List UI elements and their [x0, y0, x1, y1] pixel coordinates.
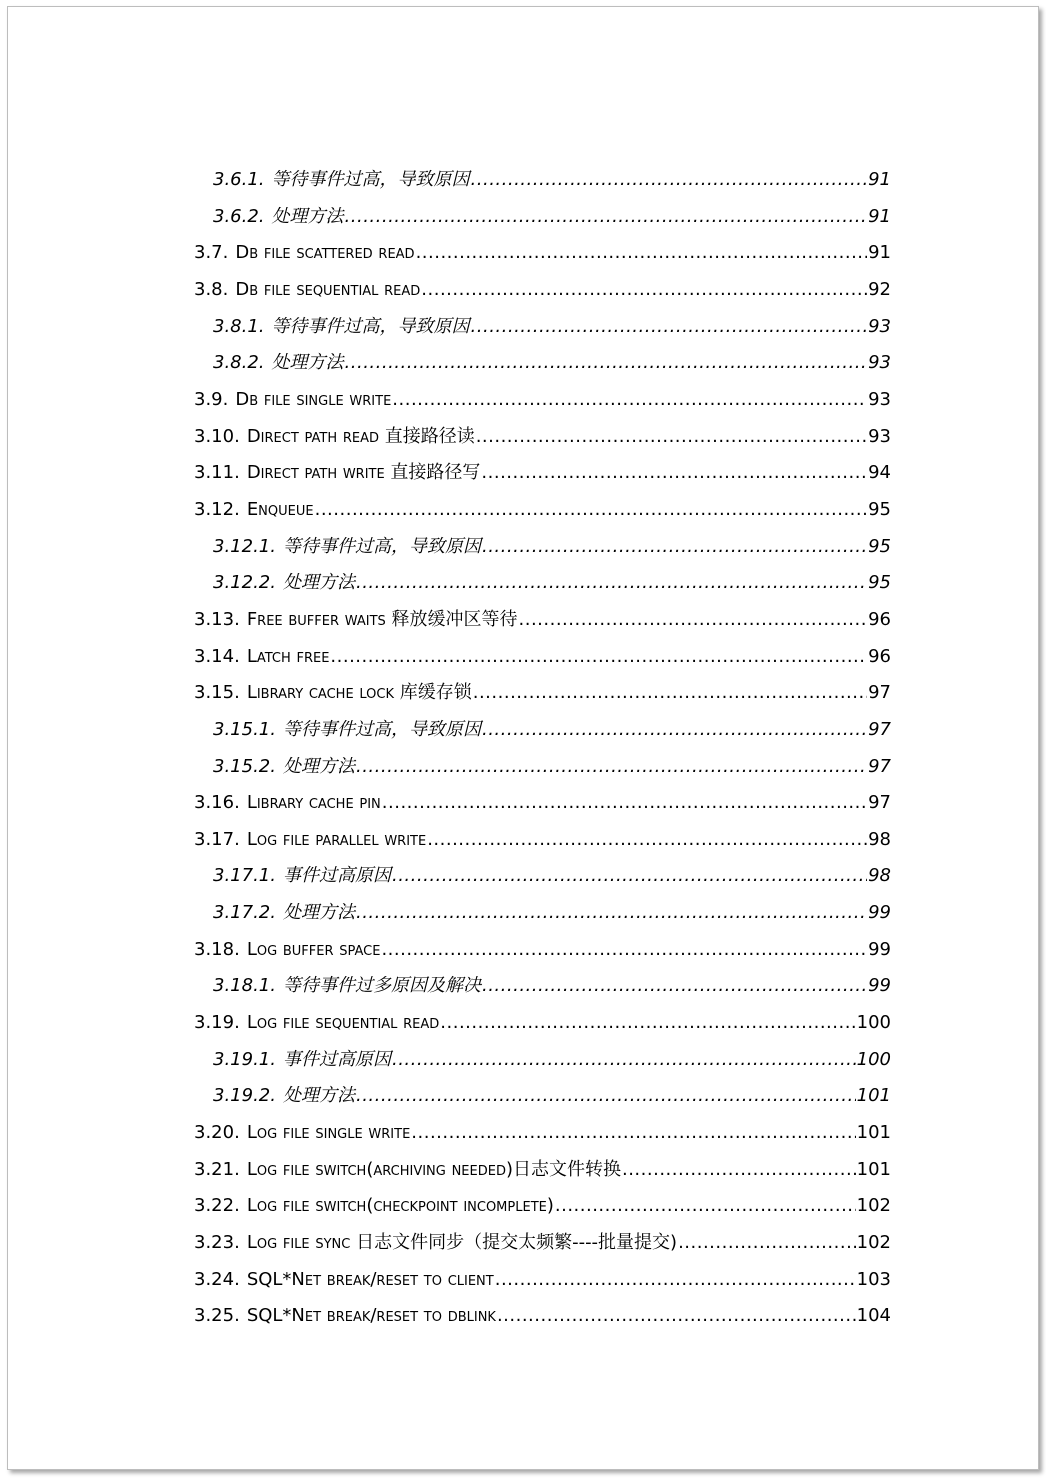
toc-entry-title: SQL*Net break/reset to client: [246, 1268, 494, 1290]
toc-dot-leader: [356, 895, 867, 932]
toc-dot-leader: [421, 272, 867, 309]
toc-entry-page-number: 103: [856, 1268, 891, 1290]
toc-dot-leader: [382, 785, 867, 822]
toc-entry-page-number: 95: [868, 572, 891, 594]
toc-dot-leader: [381, 932, 867, 969]
toc-entry-title: 处理方法: [282, 902, 355, 924]
toc-entry-number: 3.17.1.: [213, 865, 276, 887]
toc-entry-number: 3.12.: [194, 498, 240, 520]
toc-dot-leader: [555, 1188, 856, 1225]
toc-dot-leader: [345, 199, 868, 236]
toc-entry-number: 3.24.: [194, 1268, 240, 1290]
toc-entry-number: 3.13.: [194, 608, 240, 630]
toc-entry-page-number: 99: [868, 975, 891, 997]
toc-entry-title: Db file sequential read: [235, 278, 421, 300]
toc-entry[interactable]: [186, 345, 891, 382]
toc-entry-title: SQL*Net break/reset to dblink: [246, 1305, 496, 1327]
toc-entry-title: Enqueue: [246, 498, 314, 520]
toc-entry-number: 3.19.1.: [213, 1048, 276, 1070]
toc-entry[interactable]: [186, 785, 891, 822]
toc-entry-number: 3.23.: [194, 1232, 240, 1254]
toc-entry-number: 3.17.: [194, 828, 240, 850]
toc-dot-leader: [481, 455, 867, 492]
toc-entry[interactable]: [186, 858, 891, 895]
toc-entry-page-number: 97: [868, 718, 891, 740]
toc-entry-page-number: 91: [868, 242, 891, 264]
toc-entry-title: Log file single write: [246, 1122, 411, 1144]
toc-entry-number: 3.15.1.: [213, 718, 276, 740]
toc-entry[interactable]: [186, 1188, 891, 1225]
toc-entry-title: 等待事件过多原因及解决: [282, 975, 481, 997]
toc-entry-page-number: 98: [868, 828, 891, 850]
toc-entry-title: Log file sequential read: [246, 1012, 440, 1034]
toc-entry-page-number: 97: [868, 792, 891, 814]
toc-entry[interactable]: [186, 455, 891, 492]
document-page: [7, 6, 1039, 1470]
table-of-contents: [186, 162, 891, 1335]
toc-entry-title: 等待事件过高，导致原因: [271, 169, 470, 190]
toc-dot-leader: [471, 309, 868, 346]
toc-entry-page-number: 100: [856, 1048, 891, 1070]
toc-entry-page-number: 101: [856, 1158, 891, 1180]
toc-entry-number: 3.12.1.: [213, 535, 276, 557]
toc-entry-page-number: 96: [868, 608, 891, 630]
toc-entry-page-number: 93: [868, 352, 891, 374]
toc-entry-number: 3.19.: [194, 1012, 240, 1034]
toc-entry-page-number: 95: [868, 535, 891, 557]
toc-entry[interactable]: [186, 968, 891, 1005]
toc-entry-number: 3.9.: [194, 388, 229, 410]
toc-entry[interactable]: [186, 309, 891, 346]
toc-entry-number: 3.22.: [194, 1195, 240, 1217]
toc-entry[interactable]: [186, 1115, 891, 1152]
toc-entry-title: Db file single write: [235, 388, 392, 410]
toc-entry-number: 3.8.1.: [213, 315, 265, 337]
toc-entry[interactable]: [186, 199, 891, 236]
toc-entry-title: Latch free: [246, 645, 330, 667]
toc-dot-leader: [622, 1152, 856, 1189]
toc-entry[interactable]: [186, 639, 891, 676]
toc-entry-title: 处理方法: [282, 755, 355, 777]
toc-entry-page-number: 91: [868, 205, 891, 227]
toc-entry-page-number: 99: [868, 902, 891, 924]
toc-entry-title: 处理方法: [282, 572, 355, 594]
toc-entry-page-number: 101: [856, 1122, 891, 1144]
toc-entry[interactable]: [186, 1298, 891, 1335]
toc-entry-title: Db file scattered read: [235, 242, 415, 264]
toc-dot-leader: [356, 1078, 856, 1115]
toc-entry-number: 3.15.: [194, 682, 240, 704]
toc-entry-title: Log file sync 日志文件同步（提交太频繁----批量提交): [246, 1232, 678, 1254]
toc-entry-page-number: 100: [856, 1012, 891, 1034]
toc-entry[interactable]: [186, 602, 891, 639]
toc-entry-title: 等待事件过高，导致原因: [271, 315, 470, 337]
toc-entry[interactable]: [186, 1152, 891, 1189]
toc-entry[interactable]: [186, 1262, 891, 1299]
toc-entry[interactable]: [186, 419, 891, 456]
toc-entry-title: Library cache pin: [246, 792, 381, 814]
toc-entry-number: 3.7.: [194, 242, 229, 264]
toc-entry[interactable]: [186, 565, 891, 602]
toc-entry-number: 3.18.: [194, 938, 240, 960]
toc-entry-number: 3.25.: [194, 1305, 240, 1327]
toc-entry-title: Free buffer waits 释放缓冲区等待: [246, 608, 518, 630]
toc-entry-page-number: 95: [868, 498, 891, 520]
toc-entry-title: 等待事件过高，导致原因: [282, 718, 481, 740]
toc-entry-title: 处理方法: [271, 205, 344, 227]
toc-entry-page-number: 93: [868, 425, 891, 447]
toc-entry-page-number: 91: [868, 169, 891, 190]
toc-entry-page-number: 93: [868, 388, 891, 410]
toc-entry-page-number: 101: [856, 1085, 891, 1107]
toc-dot-leader: [495, 1262, 856, 1299]
toc-dot-leader: [482, 968, 867, 1005]
toc-entry[interactable]: [186, 822, 891, 859]
toc-dot-leader: [427, 822, 867, 859]
toc-entry-page-number: 92: [868, 278, 891, 300]
toc-entry-number: 3.11.: [194, 462, 240, 484]
toc-entry-number: 3.6.2.: [213, 205, 265, 227]
toc-dot-leader: [392, 1042, 856, 1079]
toc-entry-page-number: 102: [856, 1195, 891, 1217]
toc-dot-leader: [473, 675, 867, 712]
toc-entry-page-number: 93: [868, 315, 891, 337]
toc-entry-page-number: 96: [868, 645, 891, 667]
toc-entry[interactable]: [186, 529, 891, 566]
toc-entry-number: 3.8.: [194, 278, 229, 300]
toc-dot-leader: [482, 529, 867, 566]
toc-dot-leader: [411, 1115, 855, 1152]
toc-entry-number: 3.15.2.: [213, 755, 276, 777]
toc-entry-title: 等待事件过高，导致原因: [282, 535, 481, 557]
toc-dot-leader: [497, 1298, 856, 1335]
toc-entry-title: 处理方法: [282, 1085, 355, 1107]
toc-dot-leader: [476, 419, 867, 456]
toc-entry[interactable]: [186, 1042, 891, 1079]
toc-entry-number: 3.14.: [194, 645, 240, 667]
toc-entry-title: Log buffer space: [246, 938, 381, 960]
toc-dot-leader: [315, 492, 867, 529]
toc-entry-page-number: 97: [868, 755, 891, 777]
toc-entry-number: 3.8.2.: [213, 352, 265, 374]
toc-entry[interactable]: [186, 235, 891, 272]
toc-entry-number: 3.20.: [194, 1122, 240, 1144]
toc-entry[interactable]: [186, 492, 891, 529]
toc-entry-number: 3.18.1.: [213, 975, 276, 997]
toc-dot-leader: [471, 162, 868, 199]
toc-dot-leader: [440, 1005, 855, 1042]
toc-entry-number: 3.17.2.: [213, 902, 276, 924]
toc-entry-number: 3.16.: [194, 792, 240, 814]
toc-entry[interactable]: [186, 272, 891, 309]
toc-entry[interactable]: [186, 1225, 891, 1262]
toc-entry[interactable]: [186, 382, 891, 419]
toc-dot-leader: [482, 712, 867, 749]
toc-entry-number: 3.12.2.: [213, 572, 276, 594]
toc-entry-title: Log file switch(checkpoint incomplete): [246, 1195, 554, 1217]
toc-entry-title: Log file switch(archiving needed)日志文件转换: [246, 1158, 621, 1180]
toc-entry[interactable]: [186, 162, 891, 199]
toc-dot-leader: [519, 602, 868, 639]
toc-dot-leader: [356, 749, 867, 786]
toc-entry-page-number: 97: [868, 682, 891, 704]
toc-entry-title: 事件过高原因: [282, 865, 391, 887]
toc-entry[interactable]: [186, 895, 891, 932]
toc-entry[interactable]: [186, 749, 891, 786]
toc-dot-leader: [416, 235, 868, 272]
toc-dot-leader: [330, 639, 867, 676]
toc-entry-page-number: 104: [856, 1305, 891, 1327]
toc-dot-leader: [678, 1225, 856, 1262]
toc-entry-number: 3.6.1.: [213, 169, 265, 190]
toc-entry-title: Direct path write 直接路径写: [246, 462, 481, 484]
toc-entry-number: 3.10.: [194, 425, 240, 447]
toc-dot-leader: [392, 858, 867, 895]
toc-entry[interactable]: [186, 712, 891, 749]
toc-entry-title: 处理方法: [271, 352, 344, 374]
toc-entry-title: Direct path read 直接路径读: [246, 425, 475, 447]
toc-entry[interactable]: [186, 1078, 891, 1115]
toc-dot-leader: [345, 345, 868, 382]
toc-entry-number: 3.21.: [194, 1158, 240, 1180]
toc-entry-page-number: 99: [868, 938, 891, 960]
toc-entry[interactable]: [186, 675, 891, 712]
toc-entry-title: 事件过高原因: [282, 1048, 391, 1070]
toc-entry-page-number: 94: [868, 462, 891, 484]
toc-entry[interactable]: [186, 1005, 891, 1042]
toc-dot-leader: [392, 382, 867, 419]
toc-entry-page-number: 102: [856, 1232, 891, 1254]
toc-entry[interactable]: [186, 932, 891, 969]
toc-entry-number: 3.19.2.: [213, 1085, 276, 1107]
toc-entry-title: Log file parallel write: [246, 828, 427, 850]
toc-dot-leader: [356, 565, 867, 602]
toc-entry-title: Library cache lock 库缓存锁: [246, 682, 472, 704]
toc-entry-page-number: 98: [868, 865, 891, 887]
